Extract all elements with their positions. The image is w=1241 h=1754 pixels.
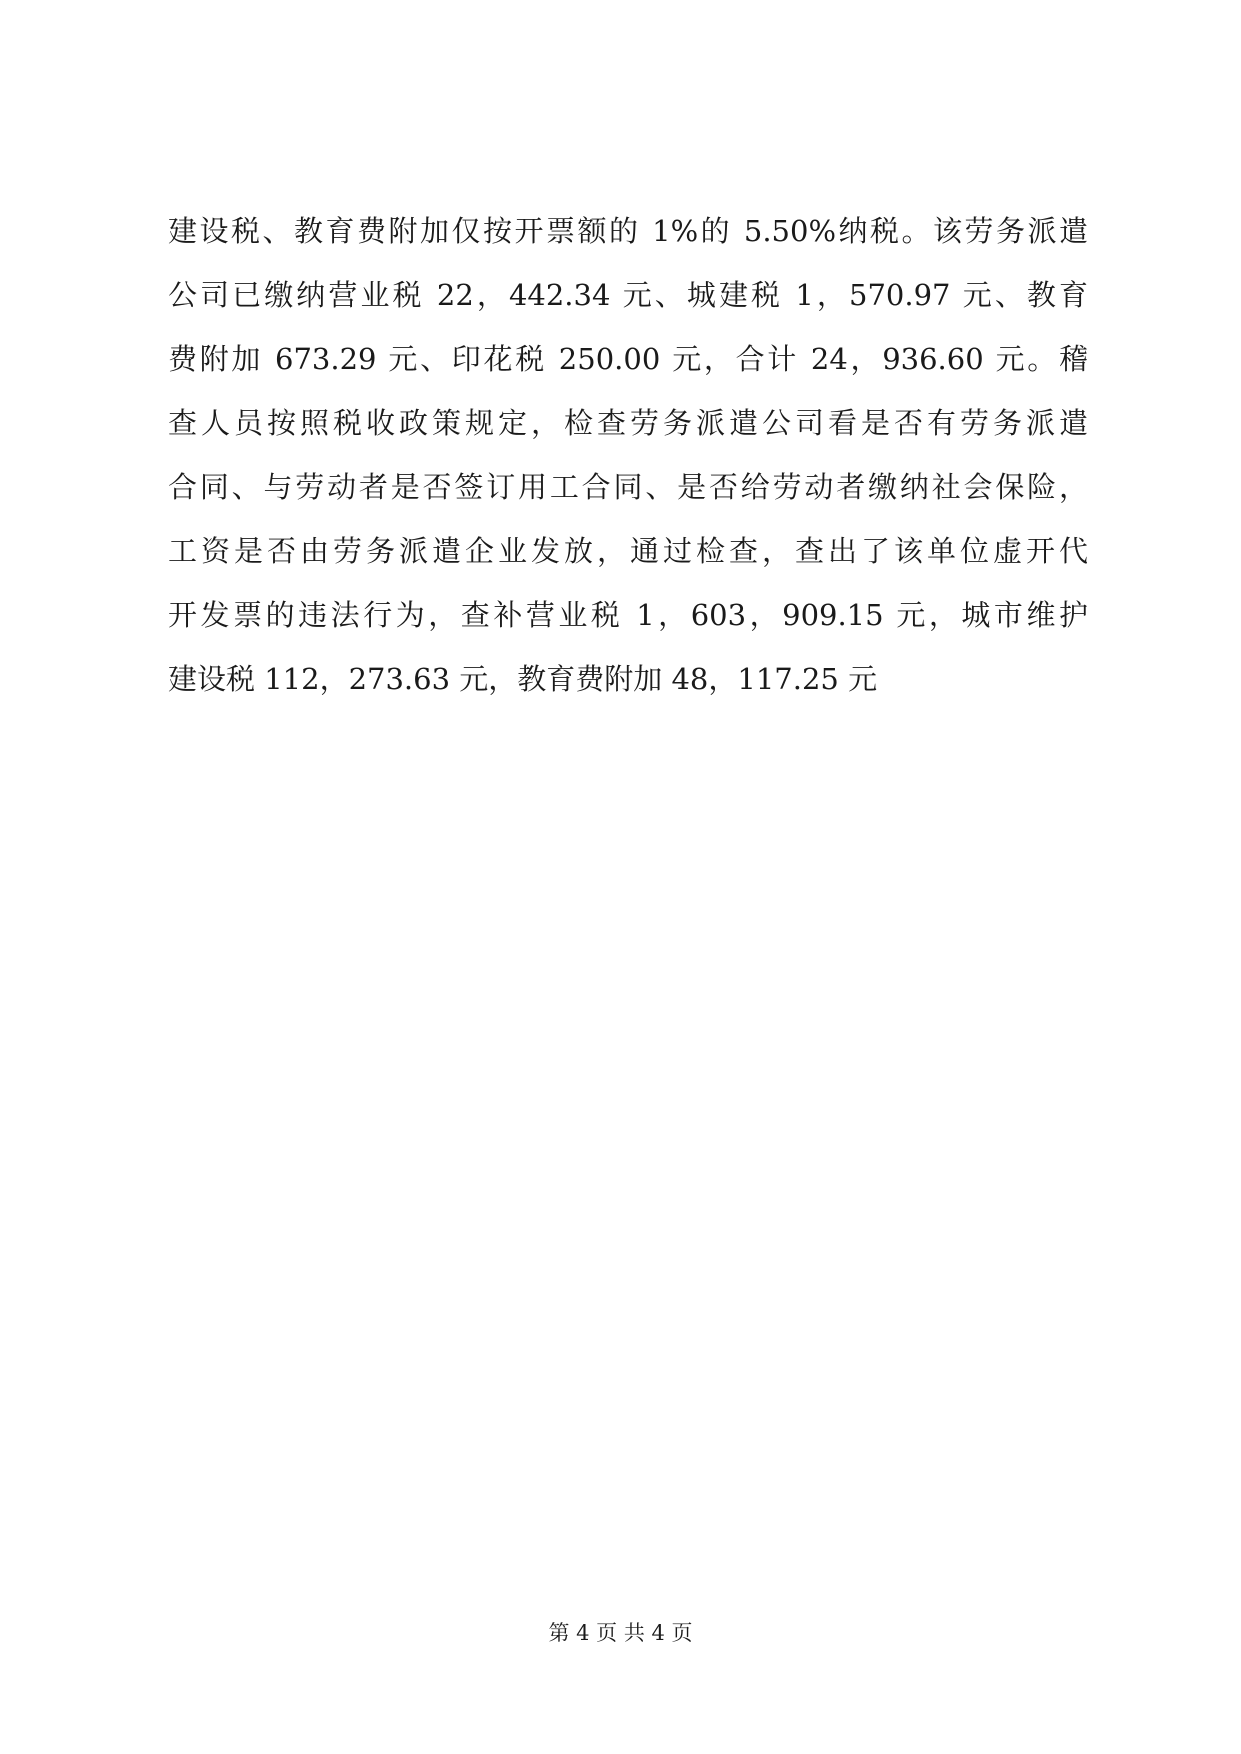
paragraph-line-3: 费附加 673.29 元、印花税 250.00 元，合计 24，936.60 元。稽 [168,342,1088,376]
page-number-label: 第 4 页 共 4 页 [548,1621,693,1645]
body-paragraph [168,208,1088,720]
paragraph-line-7: 开发票的违法行为，查补营业税 1，603，909.15 元，城市维护 [168,598,1088,632]
paragraph-line-5: 合同、与劳动者是否签订用工合同、是否给劳动者缴纳社会保险， [168,470,1088,504]
page-footer [0,1618,1241,1648]
paragraph-line-1: 建设税、教育费附加仅按开票额的 1%的 5.50%纳税。该劳务派遣 [168,214,1088,248]
paragraph-line-2: 公司已缴纳营业税 22，442.34 元、城建税 1，570.97 元、教育 [168,278,1088,312]
paragraph-line-8: 建设税 112，273.63 元，教育费附加 48，117.25 元 [168,662,878,696]
paragraph-line-6: 工资是否由劳务派遣企业发放，通过检查，查出了该单位虚开代 [168,534,1088,568]
paragraph-line-4: 查人员按照税收政策规定，检查劳务派遣公司看是否有劳务派遣 [168,406,1088,440]
